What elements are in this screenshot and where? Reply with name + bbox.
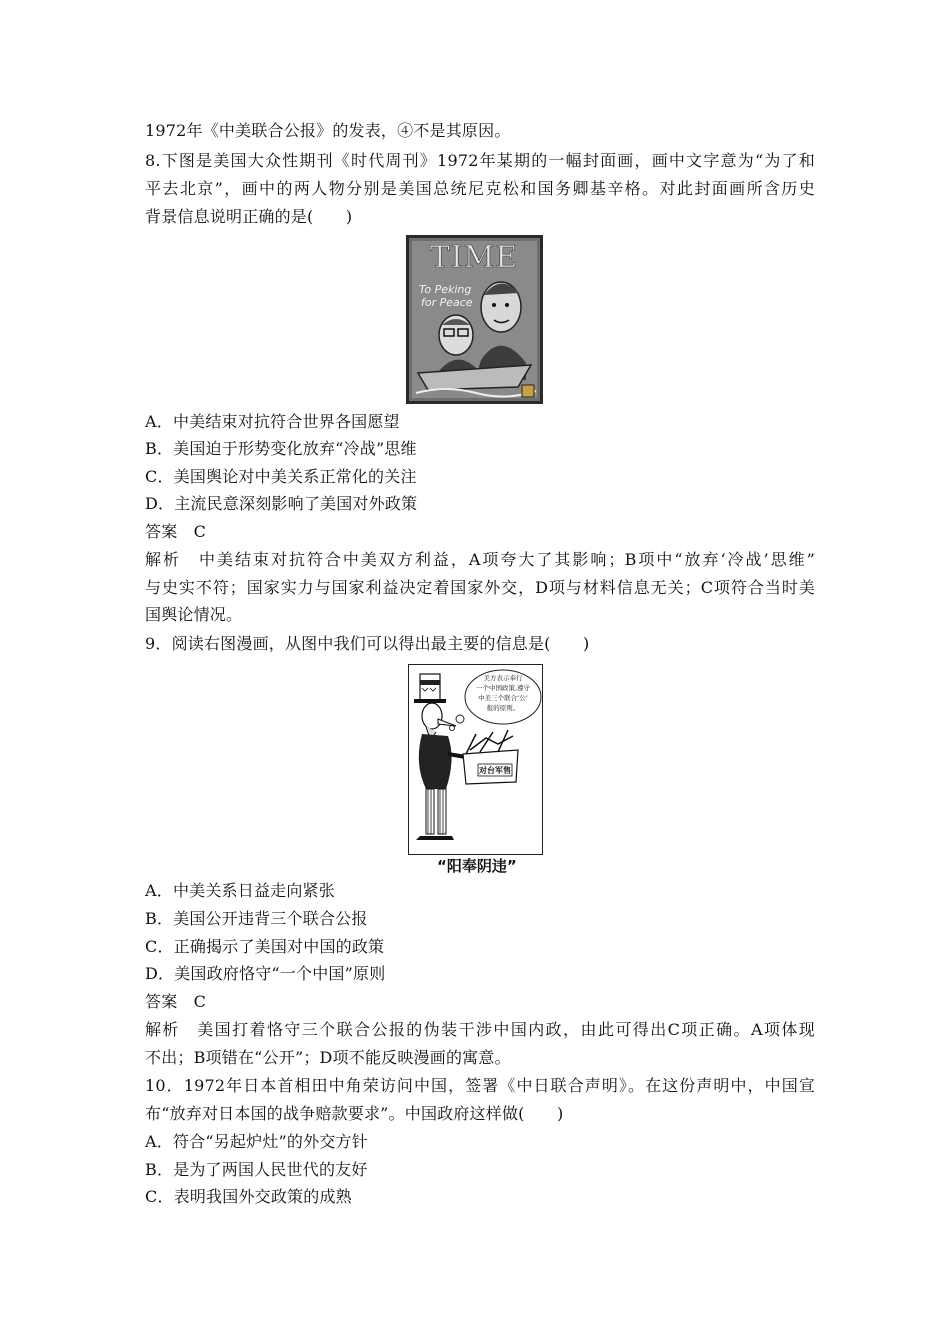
time-magazine-cover-image [406, 235, 543, 404]
option-c: C．表明我国外交政策的成熟 [145, 1187, 352, 1206]
option-c: C．美国舆论对中美关系正常化的关注 [145, 467, 417, 486]
analysis: 解析 中美结束对抗符合中美双方利益，A项夸大了其影响；B项中“放弃‘冷战’思维” [145, 550, 815, 569]
political-cartoon-image [408, 664, 543, 855]
analysis: 解析 美国打着恪守三个联合公报的伪装干涉中国内政，由此可得出C项正确。A项体现 [145, 1020, 815, 1039]
text-line: 背景信息说明正确的是( ) [145, 207, 353, 226]
cartoon-caption: “阳奉阴违” [437, 857, 517, 875]
question-10-stem: 布“放弃对日本国的战争赔款要求”。中国政府这样做( ) [145, 1104, 564, 1123]
option-a: A．中美结束对抗符合世界各国愿望 [145, 412, 400, 431]
answer: 答案 C [145, 522, 207, 541]
bubble-text: 一个中国政策,遵守 [475, 684, 531, 692]
cover-line: for Peace [421, 296, 473, 309]
option-d: D．主流民意深刻影响了美国对外政策 [145, 494, 418, 513]
option-b: B．是为了两国人民世代的友好 [145, 1160, 368, 1179]
option-c: C．正确揭示了美国对中国的政策 [145, 937, 385, 956]
option-b: B．美国公开违背三个联合公报 [145, 909, 368, 928]
option-b: B．美国迫于形势变化放弃“冷战”思维 [145, 439, 417, 458]
box-label: 对台军售 [479, 766, 511, 775]
question-8-stem: 8.下图是美国大众性期刊《时代周刊》1972年某期的一幅封面画，画中文字意为“为了和 [145, 151, 815, 170]
bubble-text: 报的原则。 [486, 704, 520, 712]
option-a: A．中美关系日益走向紧张 [145, 881, 335, 900]
option-a: A．符合“另起炉灶”的外交方针 [145, 1132, 368, 1151]
bubble-text: 中美三个联合‘公’ [478, 694, 528, 702]
question-9-stem: 9．阅读右图漫画，从图中我们可以得出最主要的信息是( ) [145, 634, 590, 653]
text-line: 1972年《中美联合公报》的发表，④不是其原因。 [145, 121, 511, 140]
answer: 答案 C [145, 992, 207, 1011]
analysis: 与史实不符；国家实力与国家利益决定着国家外交，D项与材料信息无关；C项符合当时美 [145, 578, 815, 597]
analysis: 国舆论情况。 [145, 605, 243, 624]
cover-masthead: TIME [429, 240, 519, 275]
analysis: 不出；B项错在“公开”；D项不能反映漫画的寓意。 [145, 1048, 511, 1067]
question-10-stem: 10．1972年日本首相田中角荣访问中国，签署《中日联合声明》。在这份声明中，中国宣 [145, 1076, 815, 1095]
cover-line: To Peking [419, 283, 472, 296]
text-line: 平去北京”，画中的两人物分别是美国总统尼克松和国务卿基辛格。对此封面画所含历史 [145, 179, 815, 198]
option-d: D．美国政府恪守“一个中国”原则 [145, 964, 386, 983]
bubble-text: 美方表示奉行 [483, 674, 523, 682]
